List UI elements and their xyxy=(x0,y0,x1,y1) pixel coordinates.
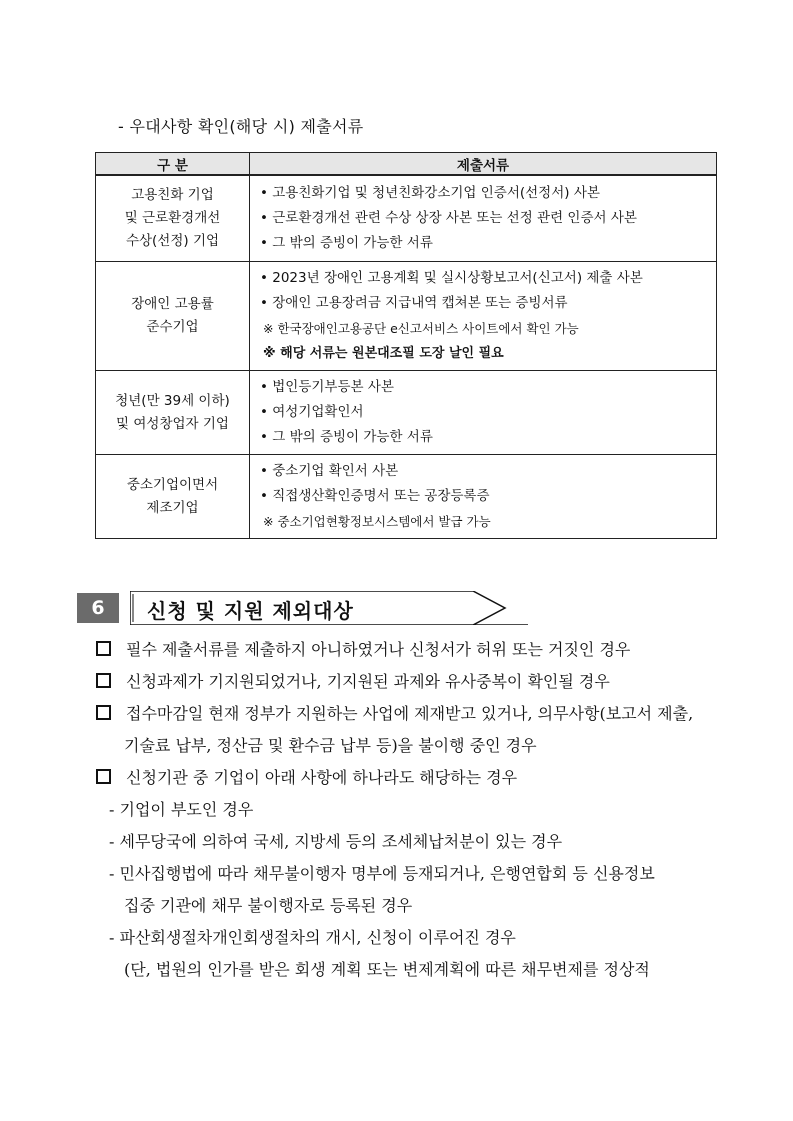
category-line: 제조기업 xyxy=(146,499,199,516)
documents-cell xyxy=(250,175,717,262)
document-note-bold: ※ 해당 서류는 원본대조필 도장 날인 필요 xyxy=(263,346,504,361)
list-item-text: 신청과제가 기지원되었거나, 기지원된 과제와 유사중복이 확인될 경우 xyxy=(126,672,610,691)
table-row xyxy=(96,175,717,262)
checkbox-square-icon xyxy=(96,705,111,720)
intro-heading: - 우대사항 확인(해당 시) 제출서류 xyxy=(118,117,364,136)
category-cell xyxy=(96,371,250,455)
sub-item-continuation: (단, 법원의 인가를 받은 회생 계획 또는 변제계획에 따른 채무변제를 정상적 xyxy=(124,960,650,979)
table-row xyxy=(96,371,717,455)
category-line: 장애인 고용률 xyxy=(131,296,214,312)
document-item: • 그 밖의 증빙이 가능한 서류 xyxy=(260,429,433,445)
category-line: 수상(선정) 기업 xyxy=(125,233,220,249)
checkbox-square-icon xyxy=(96,769,111,784)
document-item: • 그 밖의 증빙이 가능한 서류 xyxy=(260,235,433,251)
list-item-text: 접수마감일 현재 정부가 지원하는 사업에 제재받고 있거나, 의무사항(보고서 제출, xyxy=(126,704,694,723)
sub-item: - 파산회생절차개인회생절차의 개시, 신청이 이루어진 경우 xyxy=(109,928,516,947)
document-item: • 여성기업확인서 xyxy=(260,404,364,420)
list-item xyxy=(93,698,733,730)
category-line: 및 근로환경개선 xyxy=(124,210,221,226)
documents-cell xyxy=(250,455,717,539)
category-cell xyxy=(96,455,250,539)
document-item: • 근로환경개선 관련 수상 상장 사본 또는 선정 관련 인증서 사본 xyxy=(260,210,637,226)
category-line: 중소기업이면서 xyxy=(126,476,219,493)
sub-item: - 기업이 부도인 경우 xyxy=(109,800,254,819)
list-item xyxy=(93,634,733,666)
checkbox-square-icon xyxy=(96,641,111,656)
table-row xyxy=(96,455,717,539)
document-note: ※ 중소기업현황정보시스템에서 발급 가능 xyxy=(263,514,491,529)
documents-table xyxy=(95,152,717,539)
document-item: • 직접생산확인증명서 또는 공장등록증 xyxy=(260,488,490,504)
category-cell xyxy=(96,262,250,371)
list-item-continuation: 기술료 납부, 정산금 및 환수금 납부 등)을 불이행 중인 경우 xyxy=(124,736,537,755)
sub-item-continuation: 집중 기관에 채무 불이행자로 등록된 경우 xyxy=(124,896,413,915)
category-cell xyxy=(96,175,250,262)
list-item-text: 필수 제출서류를 제출하지 아니하였거나 신청서가 허위 또는 거짓인 경우 xyxy=(126,640,631,659)
category-line: 고용친화 기업 xyxy=(131,187,214,203)
checkbox-square-icon xyxy=(96,673,111,688)
document-item: • 장애인 고용장려금 지급내역 캡쳐본 또는 증빙서류 xyxy=(260,295,568,311)
document-item: • 2023년 장애인 고용계획 및 실시상황보고서(신고서) 제출 사본 xyxy=(260,270,643,286)
section-heading xyxy=(77,591,457,625)
category-line: 준수기업 xyxy=(146,319,199,335)
document-item: • 중소기업 확인서 사본 xyxy=(260,463,399,479)
list-item xyxy=(93,762,733,794)
category-line: 및 여성창업자 기업 xyxy=(116,415,229,432)
document-item: • 법인등기부등본 사본 xyxy=(260,379,394,395)
header-category: 구 분 xyxy=(96,153,250,176)
section-title: 신청 및 지원 제외대상 xyxy=(147,599,354,623)
exclusion-list xyxy=(93,634,733,986)
sub-item: - 민사집행법에 따라 채무불이행자 명부에 등재되거나, 은행연합회 등 신용정보 xyxy=(109,864,655,883)
category-line: 청년(만 39세 이하) xyxy=(115,392,230,409)
sub-item: - 세무당국에 의하여 국세, 지방세 등의 조세체납처분이 있는 경우 xyxy=(109,832,563,851)
list-item-text: 신청기관 중 기업이 아래 사항에 하나라도 해당하는 경우 xyxy=(126,768,518,787)
documents-cell xyxy=(250,262,717,371)
table-header-row xyxy=(96,153,717,176)
list-item xyxy=(93,666,733,698)
documents-cell xyxy=(250,371,717,455)
document-note: ※ 한국장애인고용공단 e신고서비스 사이트에서 확인 가능 xyxy=(263,321,579,336)
table-row xyxy=(96,262,717,371)
document-item: • 고용친화기업 및 청년친화강소기업 인증서(선정서) 사본 xyxy=(260,185,600,201)
section-number: 6 xyxy=(77,593,119,623)
header-documents: 제출서류 xyxy=(250,153,717,176)
